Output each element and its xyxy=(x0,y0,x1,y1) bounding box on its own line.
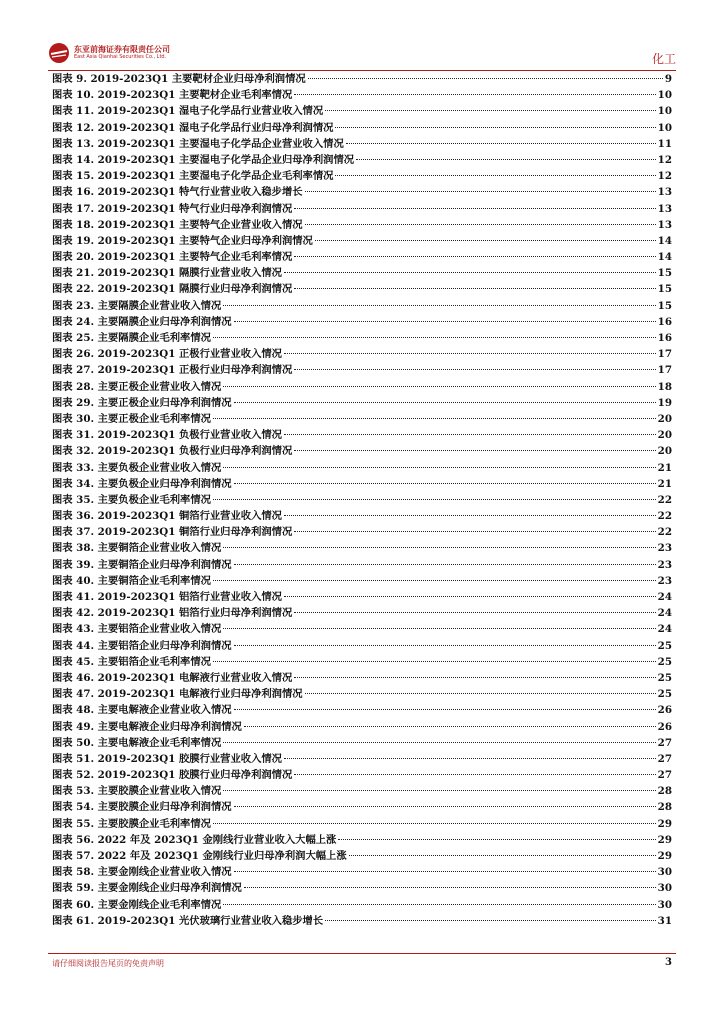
toc-entry-title: 图表 12. 2019-2023Q1 湿电子化学品行业归母净利润情况 xyxy=(52,121,334,134)
toc-entry-title: 图表 48. 主要电解液企业营业收入情况 xyxy=(52,704,232,717)
company-name-cn: 东亚前海证券有限责任公司 xyxy=(74,45,170,54)
toc-entry-page: 28 xyxy=(657,785,672,798)
toc-entry-title: 图表 15. 2019-2023Q1 主要湿电子化学品企业毛利率情况 xyxy=(52,170,334,183)
toc-entry-page: 21 xyxy=(657,477,672,490)
toc-entry-title: 图表 59. 主要金刚线企业归母净利润情况 xyxy=(52,882,242,895)
toc-entry-page: 16 xyxy=(657,332,672,344)
toc-dot-leader xyxy=(335,175,655,176)
toc-entry-page: 16 xyxy=(657,315,672,328)
toc-entry-page: 24 xyxy=(657,591,672,603)
toc-entry[interactable] xyxy=(52,120,672,136)
toc-entry[interactable] xyxy=(52,848,672,864)
toc-entry-page: 25 xyxy=(657,639,672,652)
toc-entry-page: 24 xyxy=(657,607,672,620)
toc-entry-page: 18 xyxy=(657,380,672,393)
toc-entry[interactable] xyxy=(52,573,672,589)
toc-entry[interactable] xyxy=(52,686,672,702)
toc-entry[interactable] xyxy=(52,783,672,799)
toc-entry-title: 图表 61. 2019-2023Q1 光伏玻璃行业营业收入稳步增长 xyxy=(52,914,324,927)
toc-entry-page: 25 xyxy=(657,671,672,684)
toc-dot-leader xyxy=(294,94,655,95)
toc-dot-leader xyxy=(234,645,656,646)
toc-entry-page: 21 xyxy=(657,461,672,474)
toc-entry-page: 19 xyxy=(657,396,672,409)
toc-entry-page: 13 xyxy=(657,202,672,215)
toc-dot-leader xyxy=(234,483,656,484)
toc-entry-title: 图表 41. 2019-2023Q1 铝箔行业营业收入情况 xyxy=(52,591,282,603)
toc-entry-title: 图表 9. 2019-2023Q1 主要靶材企业归母净利润情况 xyxy=(52,73,306,85)
toc-dot-leader xyxy=(294,208,655,209)
toc-entry[interactable] xyxy=(52,816,672,832)
toc-entry-title: 图表 29. 主要正极企业归母净利润情况 xyxy=(52,396,232,409)
toc-entry-page: 27 xyxy=(657,736,672,749)
toc-entry[interactable] xyxy=(52,735,672,751)
toc-entry-title: 图表 51. 2019-2023Q1 胶膜行业营业收入情况 xyxy=(52,752,282,765)
toc-entry[interactable] xyxy=(52,621,672,637)
toc-entry-page: 26 xyxy=(657,704,672,717)
logo-emblem-icon xyxy=(48,42,70,64)
toc-dot-leader xyxy=(338,839,655,840)
toc-entry-page: 10 xyxy=(657,121,672,134)
company-name-en: East Asia Qianhai Securities Co., Ltd. xyxy=(74,54,167,60)
toc-dot-leader xyxy=(356,159,656,160)
toc-dot-leader xyxy=(213,823,656,824)
toc-entry-page: 26 xyxy=(657,720,672,733)
toc-entry-page: 12 xyxy=(657,153,672,166)
toc-entry-title: 图表 38. 主要铜箔企业营业收入情况 xyxy=(52,542,222,555)
toc-entry-page: 14 xyxy=(657,234,672,247)
toc-entry-page: 13 xyxy=(657,218,672,231)
toc-entry-title: 图表 32. 2019-2023Q1 负极行业归母净利润情况 xyxy=(52,445,293,458)
toc-entry-page: 25 xyxy=(657,655,672,668)
toc-entry-title: 图表 42. 2019-2023Q1 铝箔行业归母净利润情况 xyxy=(52,607,293,620)
toc-entry[interactable] xyxy=(52,638,672,654)
toc-entry-title: 图表 11. 2019-2023Q1 湿电子化学品行业营业收入情况 xyxy=(52,105,324,118)
toc-dot-leader xyxy=(325,920,656,921)
toc-entry-title: 图表 49. 主要电解液企业归母净利润情况 xyxy=(52,720,242,733)
toc-entry-page: 23 xyxy=(657,542,672,555)
toc-dot-leader xyxy=(234,402,656,403)
toc-entry-page: 11 xyxy=(657,137,672,150)
toc-entry-title: 图表 55. 主要胶膜企业毛利率情况 xyxy=(52,817,211,830)
toc-entry[interactable] xyxy=(52,330,672,346)
toc-dot-leader xyxy=(213,499,656,500)
toc-dot-leader xyxy=(244,726,656,727)
toc-entry[interactable] xyxy=(52,217,672,233)
toc-dot-leader xyxy=(308,78,663,79)
toc-entry-page: 15 xyxy=(657,299,672,312)
toc-entry-page: 23 xyxy=(657,558,672,571)
footer-disclaimer: 请仔细阅读报告尾页的免责声明 xyxy=(52,959,164,968)
toc-entry[interactable] xyxy=(52,702,672,718)
toc-dot-leader xyxy=(335,127,655,128)
toc-entry-title: 图表 37. 2019-2023Q1 铜箔行业归母净利润情况 xyxy=(52,526,293,539)
toc-entry-title: 图表 47. 2019-2023Q1 电解液行业归母净利润情况 xyxy=(52,688,303,701)
toc-entry-title: 图表 14. 2019-2023Q1 主要湿电子化学品企业归母净利润情况 xyxy=(52,153,355,166)
toc-entry-page: 22 xyxy=(657,510,672,523)
toc-entry-title: 图表 43. 主要铝箔企业营业收入情况 xyxy=(52,623,222,636)
toc-entry-title: 图表 10. 2019-2023Q1 主要靶材企业毛利率情况 xyxy=(52,89,293,102)
toc-entry-page: 17 xyxy=(657,364,672,377)
toc-entry-title: 图表 34. 主要负极企业归母净利润情况 xyxy=(52,477,232,490)
toc-entry-page: 25 xyxy=(657,688,672,701)
toc-entry[interactable] xyxy=(52,298,672,314)
toc-entry-title: 图表 20. 2019-2023Q1 主要特气企业毛利率情况 xyxy=(52,251,293,264)
toc-dot-leader xyxy=(213,580,656,581)
toc-entry-page: 20 xyxy=(657,445,672,458)
toc-entry[interactable] xyxy=(52,411,672,427)
toc-entry-title: 图表 53. 主要胶膜企业营业收入情况 xyxy=(52,785,222,798)
toc-dot-leader xyxy=(234,806,656,807)
toc-dot-leader xyxy=(213,337,656,338)
toc-dot-leader xyxy=(223,547,655,548)
toc-entry[interactable] xyxy=(52,524,672,540)
footer-divider xyxy=(48,953,676,954)
toc-entry-title: 图表 39. 主要铜箔企业归母净利润情况 xyxy=(52,558,232,571)
toc-dot-leader xyxy=(325,110,656,111)
toc-entry-page: 24 xyxy=(657,623,672,636)
toc-entry[interactable] xyxy=(52,492,672,508)
page-number: 3 xyxy=(665,957,672,968)
toc-entry-title: 图表 26. 2019-2023Q1 正极行业营业收入情况 xyxy=(52,348,282,361)
toc-entry[interactable] xyxy=(52,864,672,880)
toc-dot-leader xyxy=(213,418,656,419)
toc-entry[interactable] xyxy=(52,314,672,330)
toc-entry[interactable] xyxy=(52,281,672,297)
toc-entry[interactable] xyxy=(52,427,672,443)
toc-entry-title: 图表 40. 主要铜箔企业毛利率情况 xyxy=(52,574,211,587)
toc-dot-leader xyxy=(234,709,656,710)
toc-entry-page: 13 xyxy=(657,186,672,199)
toc-dot-leader xyxy=(284,353,656,354)
toc-entry[interactable] xyxy=(52,443,672,459)
toc-entry-title: 图表 19. 2019-2023Q1 主要特气企业归母净利润情况 xyxy=(52,234,313,247)
toc-dot-leader xyxy=(294,612,655,613)
toc-entry-page: 27 xyxy=(657,752,672,765)
toc-dot-leader xyxy=(223,742,655,743)
toc-entry[interactable] xyxy=(52,880,672,896)
toc-dot-leader xyxy=(234,564,656,565)
toc-entry-page: 15 xyxy=(657,283,672,296)
toc-dot-leader xyxy=(223,386,655,387)
toc-entry-page: 17 xyxy=(657,348,672,361)
toc-entry[interactable] xyxy=(52,152,672,168)
toc-entry-title: 图表 22. 2019-2023Q1 隔膜行业归母净利润情况 xyxy=(52,283,293,296)
toc-entry[interactable] xyxy=(52,605,672,621)
toc-entry[interactable] xyxy=(52,87,672,103)
section-label: 化工 xyxy=(651,52,676,66)
toc-dot-leader xyxy=(284,596,656,597)
toc-dot-leader xyxy=(305,693,656,694)
toc-dot-leader xyxy=(349,855,656,856)
toc-dot-leader xyxy=(223,790,655,791)
toc-dot-leader xyxy=(305,191,656,192)
toc-entry[interactable] xyxy=(52,362,672,378)
toc-dot-leader xyxy=(213,661,656,662)
toc-entry-page: 30 xyxy=(657,866,672,879)
table-of-figures xyxy=(52,71,672,929)
toc-entry-page: 10 xyxy=(657,105,672,118)
toc-entry-title: 图表 54. 主要胶膜企业归母净利润情况 xyxy=(52,801,232,814)
toc-entry[interactable] xyxy=(52,233,672,249)
toc-entry-page: 15 xyxy=(657,267,672,280)
toc-entry-page: 12 xyxy=(657,170,672,183)
toc-entry-page: 28 xyxy=(657,801,672,814)
toc-entry-page: 22 xyxy=(657,493,672,506)
toc-entry[interactable] xyxy=(52,103,672,119)
toc-entry-title: 图表 60. 主要金刚线企业毛利率情况 xyxy=(52,898,222,911)
toc-entry-title: 图表 13. 2019-2023Q1 主要湿电子化学品企业营业收入情况 xyxy=(52,137,344,150)
toc-entry-title: 图表 46. 2019-2023Q1 电解液行业营业收入情况 xyxy=(52,671,293,684)
toc-entry[interactable] xyxy=(52,249,672,265)
toc-entry-title: 图表 31. 2019-2023Q1 负极行业营业收入情况 xyxy=(52,429,282,442)
toc-entry-title: 图表 18. 2019-2023Q1 主要特气企业营业收入情况 xyxy=(52,218,303,231)
toc-entry-title: 图表 50. 主要电解液企业毛利率情况 xyxy=(52,736,222,749)
toc-dot-leader xyxy=(223,467,655,468)
toc-dot-leader xyxy=(244,887,656,888)
toc-entry[interactable] xyxy=(52,508,672,524)
toc-dot-leader xyxy=(294,677,655,678)
toc-entry[interactable] xyxy=(52,654,672,670)
toc-entry-title: 图表 44. 主要铝箔企业归母净利润情况 xyxy=(52,639,232,652)
toc-entry[interactable] xyxy=(52,476,672,492)
toc-dot-leader xyxy=(294,288,655,289)
toc-entry-title: 图表 58. 主要金刚线企业营业收入情况 xyxy=(52,866,232,879)
toc-entry[interactable] xyxy=(52,557,672,573)
toc-entry-title: 图表 52. 2019-2023Q1 胶膜行业归母净利润情况 xyxy=(52,769,293,782)
toc-entry-title: 图表 27. 2019-2023Q1 正极行业归母净利润情况 xyxy=(52,364,293,377)
toc-dot-leader xyxy=(223,628,655,629)
toc-dot-leader xyxy=(315,240,656,241)
toc-entry-page: 22 xyxy=(657,526,672,539)
toc-entry-title: 图表 33. 主要负极企业营业收入情况 xyxy=(52,461,222,474)
toc-entry-title: 图表 56. 2022 年及 2023Q1 金刚线行业营业收入大幅上涨 xyxy=(52,833,337,846)
toc-entry-title: 图表 45. 主要铝箔企业毛利率情况 xyxy=(52,655,211,668)
toc-entry-title: 图表 25. 主要隔膜企业毛利率情况 xyxy=(52,332,211,344)
toc-entry-page: 10 xyxy=(657,89,672,102)
toc-entry-page: 30 xyxy=(657,882,672,895)
toc-entry[interactable] xyxy=(52,71,672,87)
toc-entry[interactable] xyxy=(52,799,672,815)
toc-entry-page: 14 xyxy=(657,251,672,264)
toc-dot-leader xyxy=(294,256,655,257)
toc-entry-title: 图表 36. 2019-2023Q1 铜箔行业营业收入情况 xyxy=(52,510,282,523)
toc-entry[interactable] xyxy=(52,589,672,605)
toc-entry[interactable] xyxy=(52,265,672,281)
toc-entry-page: 9 xyxy=(664,73,672,85)
page-header xyxy=(48,40,676,68)
toc-entry-title: 图表 28. 主要正极企业营业收入情况 xyxy=(52,380,222,393)
toc-dot-leader xyxy=(223,305,655,306)
company-logo xyxy=(48,42,178,66)
toc-entry-title: 图表 21. 2019-2023Q1 隔膜行业营业收入情况 xyxy=(52,267,282,280)
toc-entry[interactable] xyxy=(52,719,672,735)
toc-entry[interactable] xyxy=(52,346,672,362)
toc-entry-title: 图表 17. 2019-2023Q1 特气行业归母净利润情况 xyxy=(52,202,293,215)
toc-dot-leader xyxy=(294,531,655,532)
toc-entry-page: 29 xyxy=(657,833,672,846)
toc-dot-leader xyxy=(294,774,655,775)
toc-entry[interactable] xyxy=(52,767,672,783)
toc-dot-leader xyxy=(284,434,656,435)
toc-entry[interactable] xyxy=(52,832,672,848)
toc-dot-leader xyxy=(234,321,656,322)
toc-entry[interactable] xyxy=(52,395,672,411)
toc-entry-page: 29 xyxy=(657,817,672,830)
toc-entry-title: 图表 30. 主要正极企业毛利率情况 xyxy=(52,412,211,425)
toc-entry[interactable] xyxy=(52,460,672,476)
toc-entry[interactable] xyxy=(52,751,672,767)
toc-entry-title: 图表 23. 主要隔膜企业营业收入情况 xyxy=(52,299,222,312)
toc-dot-leader xyxy=(294,369,655,370)
toc-dot-leader xyxy=(346,143,656,144)
toc-dot-leader xyxy=(284,758,656,759)
toc-entry-title: 图表 57. 2022 年及 2023Q1 金刚线行业归母净利润大幅上涨 xyxy=(52,850,347,862)
toc-entry-title: 图表 24. 主要隔膜企业归母净利润情况 xyxy=(52,315,232,328)
toc-dot-leader xyxy=(284,272,656,273)
toc-entry-page: 29 xyxy=(657,850,672,862)
toc-dot-leader xyxy=(284,515,656,516)
toc-entry-page: 20 xyxy=(657,412,672,425)
toc-entry[interactable] xyxy=(52,670,672,686)
toc-dot-leader xyxy=(223,904,655,905)
toc-entry-page: 20 xyxy=(657,429,672,442)
toc-entry-title: 图表 16. 2019-2023Q1 特气行业营业收入稳步增长 xyxy=(52,186,303,199)
toc-entry[interactable] xyxy=(52,913,672,929)
toc-entry[interactable] xyxy=(52,168,672,184)
toc-entry-page: 30 xyxy=(657,898,672,911)
toc-dot-leader xyxy=(305,224,656,225)
toc-entry-page: 27 xyxy=(657,769,672,782)
toc-entry[interactable] xyxy=(52,136,672,152)
toc-entry-page: 23 xyxy=(657,574,672,587)
toc-dot-leader xyxy=(234,871,656,872)
toc-entry-title: 图表 35. 主要负极企业毛利率情况 xyxy=(52,493,211,506)
toc-entry[interactable] xyxy=(52,184,672,200)
toc-entry[interactable] xyxy=(52,897,672,913)
toc-entry[interactable] xyxy=(52,379,672,395)
toc-entry[interactable] xyxy=(52,201,672,217)
toc-entry[interactable] xyxy=(52,540,672,556)
toc-entry-page: 31 xyxy=(657,914,672,927)
toc-dot-leader xyxy=(294,450,655,451)
